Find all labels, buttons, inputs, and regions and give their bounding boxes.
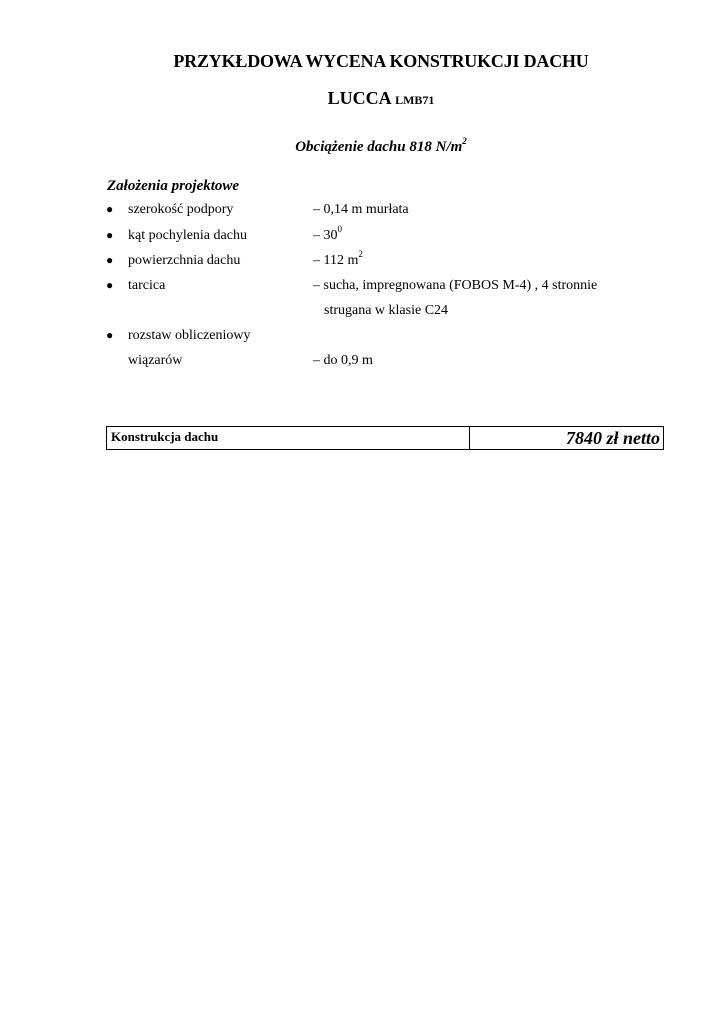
assumptions-heading: Założenia projektowe [107,178,240,194]
bullet-icon: ● [106,253,114,267]
assumption-value: – sucha, impregnowana (FOBOS M-4) , 4 stronnie [313,278,598,293]
document-title: PRZYKŁDOWA WYCENA KONSTRUKCJI DACHU [173,51,589,71]
assumption-value: – do 0,9 m [313,353,373,368]
assumption-label: szerokość podpory [128,202,234,217]
assumption-label: rozstaw obliczeniowy [128,328,251,343]
assumption-value: – 30 [313,228,338,243]
assumption-label: kąt pochylenia dachu [128,228,247,243]
assumption-value-sup: 2 [358,249,363,259]
bullet-icon: ● [106,228,114,242]
price-table [106,426,664,450]
assumption-label-continuation: wiązarów [128,353,183,368]
assumption-label: powierzchnia dachu [128,253,241,268]
assumption-value-wrap [313,224,342,244]
roof-load-text: Obciążenie dachu 818 N/m [295,139,463,155]
price-value-cell: 7840 zł netto [565,428,660,448]
model-heading [0,88,724,109]
assumption-label: tarcica [128,278,166,293]
bullet-icon: ● [106,328,114,342]
assumption-value-wrap [313,249,363,269]
price-label-cell: Konstrukcja dachu [107,427,470,449]
model-name: LUCCA [327,88,391,108]
model-code: LMB71 [395,93,435,107]
bullet-icon: ● [106,278,114,292]
assumption-value: – 112 m [313,253,359,268]
assumption-value-sup: 0 [337,224,342,234]
roof-load-exponent: 2 [462,136,467,146]
assumption-value-continuation: strugana w klasie C24 [324,303,449,318]
assumption-value: – 0,14 m murłata [313,202,409,217]
bullet-icon: ● [106,202,114,216]
roof-load-heading [0,136,724,156]
